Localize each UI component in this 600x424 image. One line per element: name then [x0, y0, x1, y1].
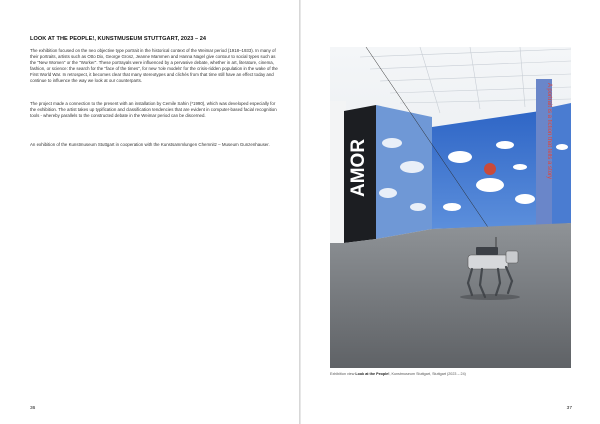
page-number-right: 37: [566, 406, 572, 411]
left-page: [0, 0, 299, 424]
caption-rest: , Kunstmuseum Stuttgart, Stuttgart (2023 – 24): [389, 372, 466, 376]
amor-banner-text: [348, 139, 369, 197]
paragraph-2: The project made a connection to the present with an installation by Cemile Sahin (*1990), which was developed especially for the exhibition. The artist takes up typification and classification tendencies that are evident in computer-based facial recognition tools - whereby parallels to the constructed debate in the Weimar period can be discerned.: [30, 101, 277, 119]
floor: [330, 223, 571, 368]
svg-text:A portrait is a fiction that t: A portrait is a fiction that tells a story: [546, 83, 552, 180]
paragraph-3: An exhibition of the Kunstmuseum Stuttgart in cooperation with the Kunstsammlungen Chemnitz – Museum Gunzenhauser.: [30, 142, 270, 147]
robot-shadow: [460, 294, 520, 300]
exhibition-heading: LOOK AT THE PEOPLE!, KUNSTMUSEUM STUTTGART, 2023 – 24: [30, 36, 207, 42]
cloud-curtain-left: [376, 105, 432, 239]
exhibition-photo: [330, 47, 571, 368]
paragraph-1: The exhibition focused on the neo objective type portrait in the historical context of the Weimar period (1918–1933). In many of their portraits, artists such as Otto Dix, George Grosz, Jeanne Mammen and Hanna Nagel give contour to social types such as the "New Women" or the "Worker". These portrayals were influenced by a pervasive debate, whether in art, literature, cinema, fashion, or science: the search for the "face of the times", for new 'role models' for the crisis-ridden population in the wake of the First World War. In retrospect, it becomes clear that many stereotypes and clichés from that time still have an effect today and continue to influence the way we look at our counterparts.: [30, 48, 278, 84]
page-number-left: 36: [30, 406, 36, 411]
photo-caption: [330, 372, 571, 376]
svg-text:AMOR: AMOR: [348, 138, 369, 197]
sky-wallpaper-right: [552, 103, 571, 225]
hanging-ball: [484, 163, 496, 175]
caption-prefix: Exhibition view: [330, 372, 356, 376]
caption-title: Look at the People!: [355, 372, 390, 376]
vertical-banner-text: [546, 83, 552, 179]
left-wall: [330, 101, 346, 251]
